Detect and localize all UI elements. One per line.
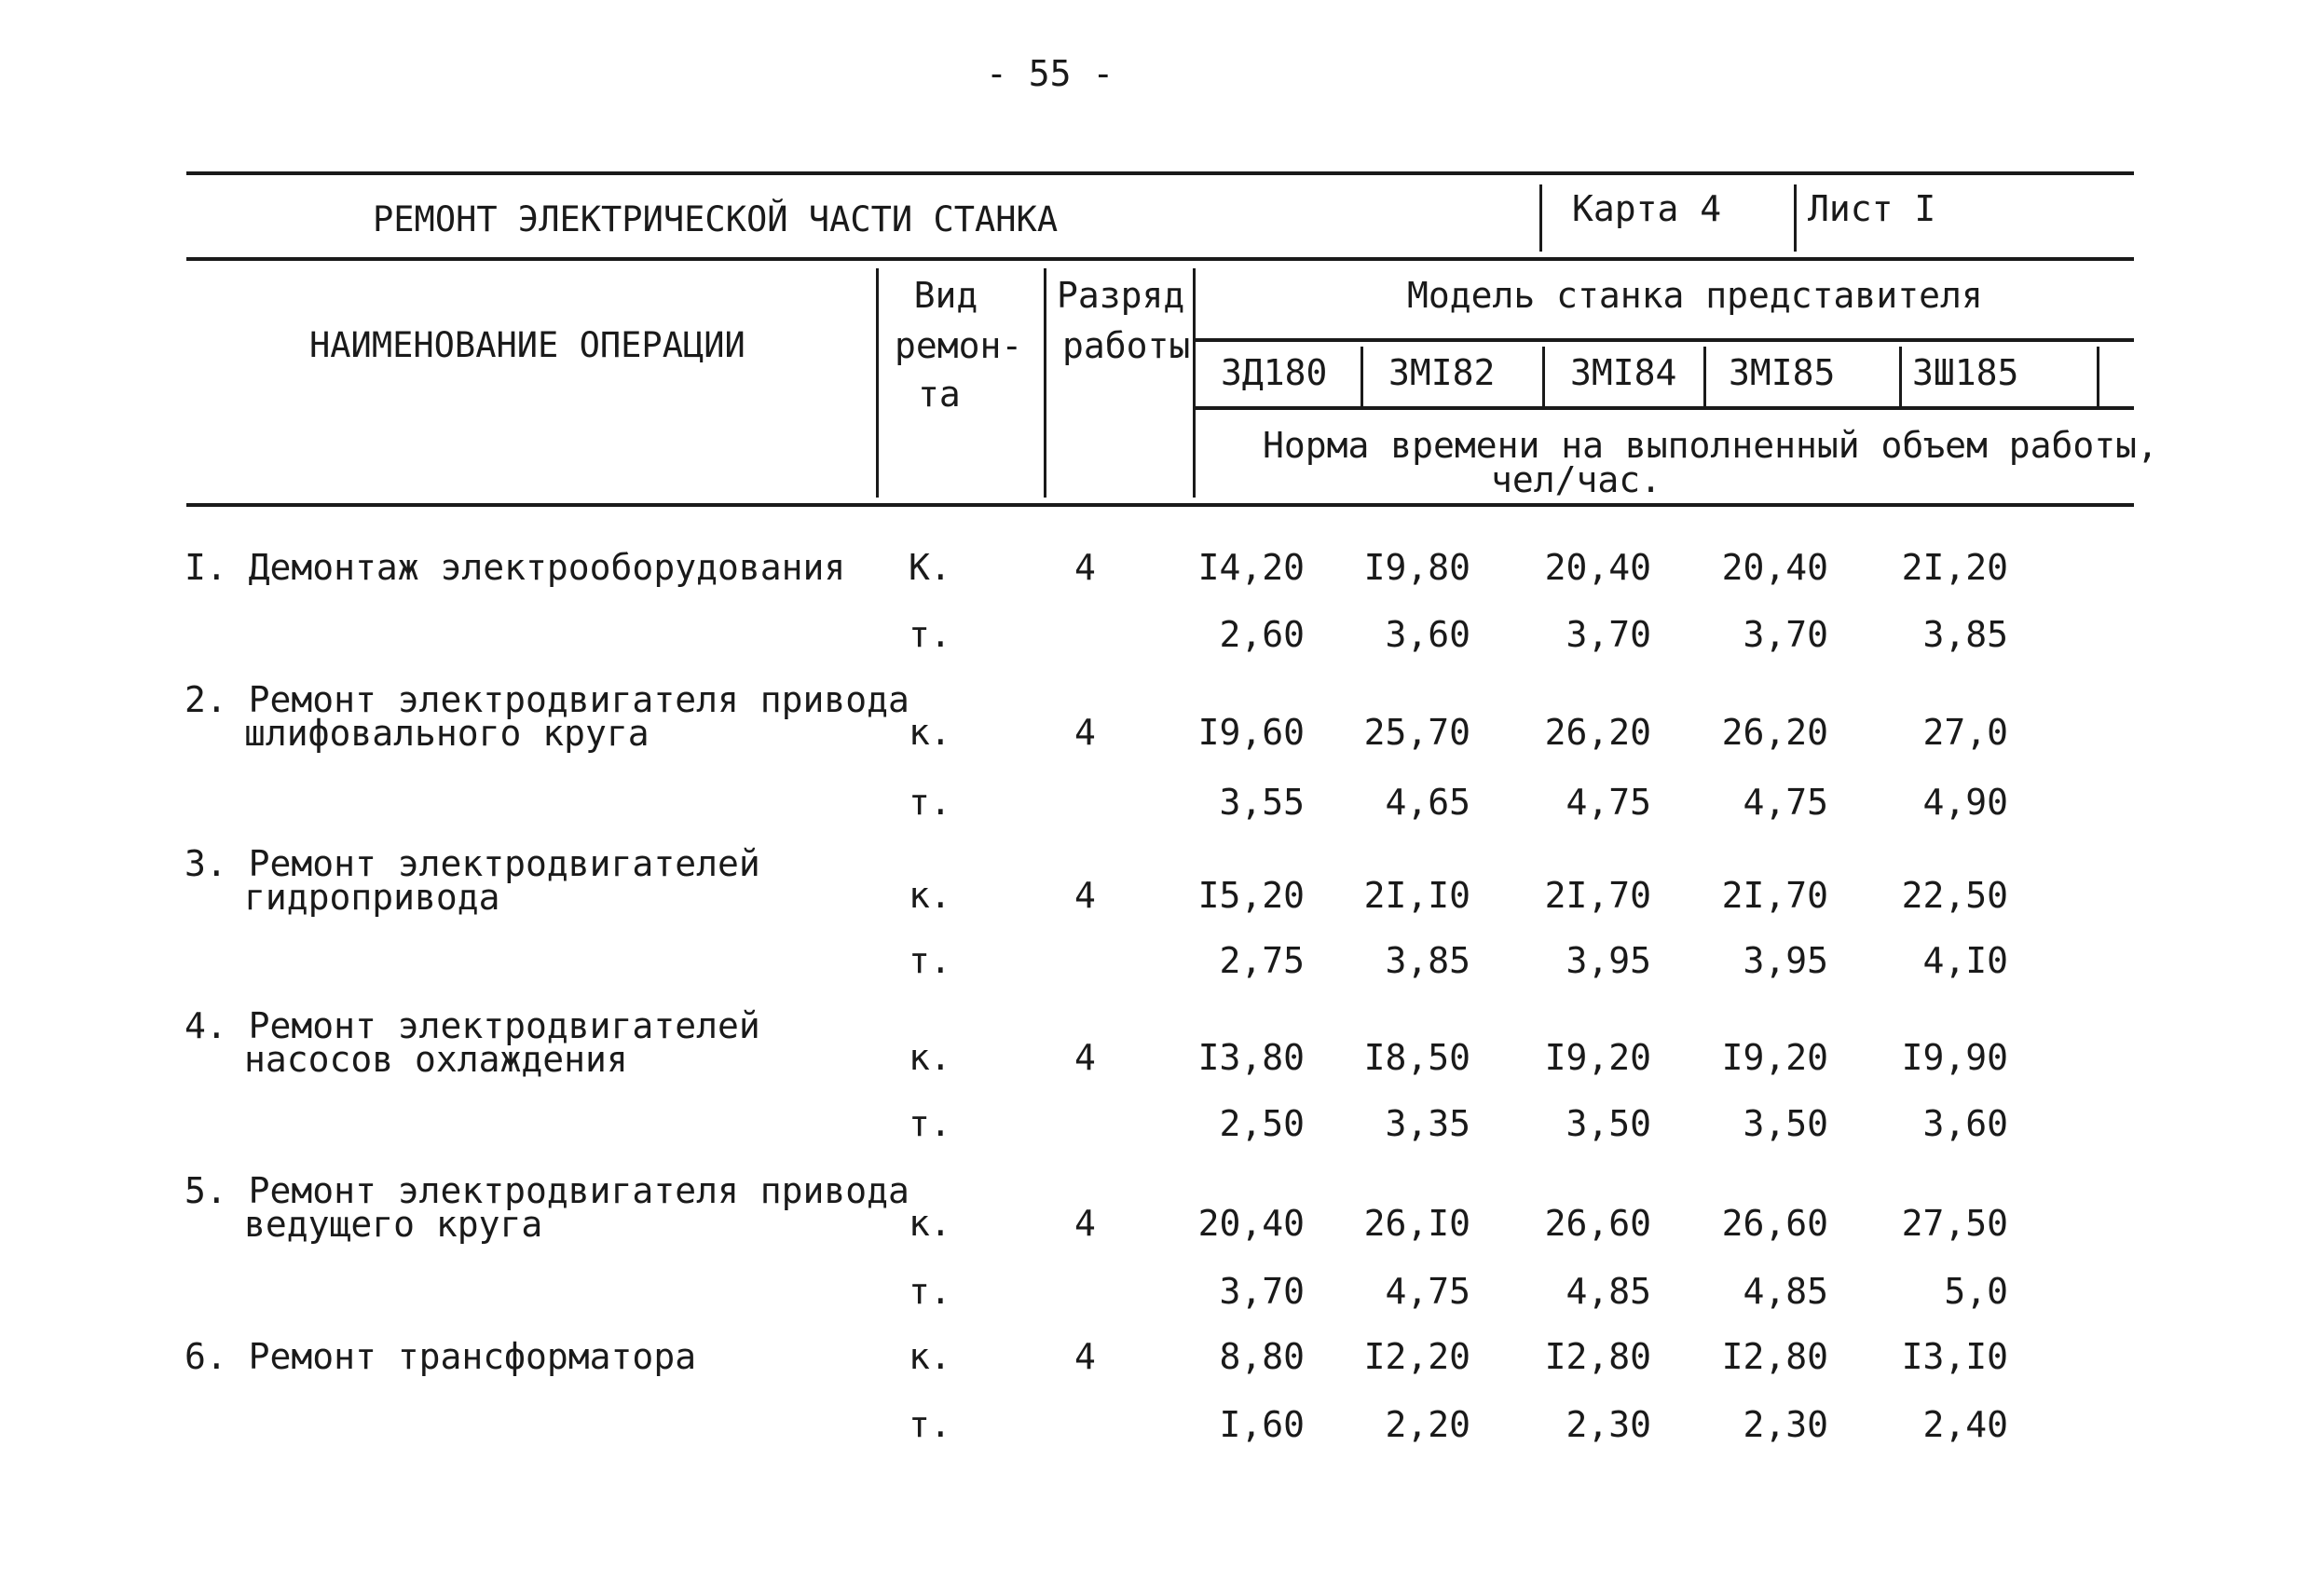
norm-value-current: 4,75 xyxy=(1385,1271,1470,1312)
work-grade: 4 xyxy=(1074,1336,1096,1377)
model-divider-3 xyxy=(1703,347,1706,410)
norm-value-current: 3,70 xyxy=(1219,1271,1305,1312)
norm-value-capital: I2,80 xyxy=(1544,1336,1651,1377)
norm-value-current: 3,60 xyxy=(1922,1103,2008,1144)
norm-value-current: 3,70 xyxy=(1743,614,1828,655)
norm-value-capital: I3,I0 xyxy=(1901,1336,2008,1377)
norm-value-capital: I8,50 xyxy=(1363,1037,1470,1078)
norm-value-current: 4,65 xyxy=(1385,782,1470,823)
norm-value-current: 2,50 xyxy=(1219,1103,1305,1144)
norm-value-capital: I2,20 xyxy=(1363,1336,1470,1377)
norm-value-capital: 20,40 xyxy=(1544,547,1651,588)
norm-value-capital: I9,60 xyxy=(1197,712,1305,753)
norm-value-current: 3,35 xyxy=(1385,1103,1470,1144)
card-label: Карта 4 xyxy=(1572,188,1722,229)
norm-value-current: 4,85 xyxy=(1566,1271,1651,1312)
norm-value-capital: I4,20 xyxy=(1197,547,1305,588)
repair-type-current: т. xyxy=(909,1271,951,1312)
norm-header-2: чел/час. xyxy=(1491,459,1662,500)
sheet-label: Лист I xyxy=(1808,188,1936,229)
norm-value-current: 3,95 xyxy=(1566,940,1651,981)
norm-value-capital: I5,20 xyxy=(1197,875,1305,916)
model-header-5: 3Ш185 xyxy=(1912,352,2019,393)
model-divider-2 xyxy=(1542,347,1545,410)
operation-name: 5. Ремонт электродвигателя привода xyxy=(185,1170,909,1211)
model-header-2: 3МI82 xyxy=(1388,352,1496,393)
norm-value-current: 4,75 xyxy=(1743,782,1828,823)
work-grade: 4 xyxy=(1074,875,1096,916)
operation-name: 6. Ремонт трансформатора xyxy=(185,1336,697,1377)
model-header-3: 3МI84 xyxy=(1570,352,1677,393)
norm-value-current: 3,55 xyxy=(1219,782,1305,823)
document-title: РЕМОНТ ЭЛЕКТРИЧЕСКОЙ ЧАСТИ СТАНКА xyxy=(373,199,1059,239)
operation-name: 4. Ремонт электродвигателей xyxy=(185,1005,760,1046)
norm-value-current: 3,95 xyxy=(1743,940,1828,981)
norm-value-current: 3,60 xyxy=(1385,614,1470,655)
norm-value-current: 2,60 xyxy=(1219,614,1305,655)
col-header-repair-2: ремон- xyxy=(895,325,1023,366)
norm-value-capital: 22,50 xyxy=(1901,875,2008,916)
repair-type-current: т. xyxy=(909,940,951,981)
norm-value-current: 5,0 xyxy=(1944,1271,2008,1312)
operation-name: шлифовального круга xyxy=(244,713,650,754)
norm-value-capital: 27,50 xyxy=(1901,1203,2008,1244)
model-header-4: 3МI85 xyxy=(1729,352,1836,393)
operation-name: гидропривода xyxy=(244,877,500,918)
model-divider-4 xyxy=(1899,347,1902,410)
norm-value-current: 3,85 xyxy=(1385,940,1470,981)
col-header-model-group: Модель станка представителя xyxy=(1407,275,1983,316)
norm-value-capital: I3,80 xyxy=(1197,1037,1305,1078)
norm-value-current: 3,50 xyxy=(1566,1103,1651,1144)
operation-name: насосов охлаждения xyxy=(244,1039,628,1080)
page-number: - 55 - xyxy=(986,53,1114,94)
col-header-grade-1: Разряд xyxy=(1057,275,1185,316)
operation-name: ведущего круга xyxy=(244,1204,543,1245)
work-grade: 4 xyxy=(1074,547,1096,588)
norm-value-current: 4,75 xyxy=(1566,782,1651,823)
col-divider-2 xyxy=(1044,268,1046,498)
norm-value-capital: 26,20 xyxy=(1544,712,1651,753)
operation-name: I. Демонтаж электрооборудования xyxy=(185,547,846,588)
col-divider-1 xyxy=(876,268,879,498)
norm-value-capital: 26,60 xyxy=(1721,1203,1828,1244)
norm-value-current: 2,40 xyxy=(1922,1404,2008,1445)
repair-type-capital: к. xyxy=(909,1203,951,1244)
norm-value-current: 4,85 xyxy=(1743,1271,1828,1312)
work-grade: 4 xyxy=(1074,712,1096,753)
norm-value-capital: 2I,70 xyxy=(1721,875,1828,916)
sheet-divider xyxy=(1794,184,1797,252)
col-header-grade-2: работы xyxy=(1062,325,1191,366)
norm-value-capital: I9,20 xyxy=(1544,1037,1651,1078)
norm-value-current: 4,I0 xyxy=(1922,940,2008,981)
norm-value-capital: 27,0 xyxy=(1922,712,2008,753)
model-rule xyxy=(1196,406,2134,410)
operation-name: 2. Ремонт электродвигателя привода xyxy=(185,679,909,720)
repair-type-current: т. xyxy=(909,782,951,823)
repair-type-capital: к. xyxy=(909,712,951,753)
work-grade: 4 xyxy=(1074,1037,1096,1078)
norm-value-capital: 2I,I0 xyxy=(1363,875,1470,916)
top-rule xyxy=(186,171,2134,175)
repair-type-current: т. xyxy=(909,1404,951,1445)
repair-type-capital: к. xyxy=(909,875,951,916)
norm-value-capital: I9,90 xyxy=(1901,1037,2008,1078)
norm-value-capital: I2,80 xyxy=(1721,1336,1828,1377)
col-divider-3 xyxy=(1193,268,1196,498)
norm-value-current: 2,30 xyxy=(1566,1404,1651,1445)
work-grade: 4 xyxy=(1074,1203,1096,1244)
col-header-repair-3: та xyxy=(918,374,961,415)
repair-type-capital: к. xyxy=(909,1037,951,1078)
card-divider xyxy=(1539,184,1542,252)
norm-value-capital: 26,20 xyxy=(1721,712,1828,753)
norm-value-current: 2,75 xyxy=(1219,940,1305,981)
norm-value-capital: 25,70 xyxy=(1363,712,1470,753)
model-divider-1 xyxy=(1361,347,1363,410)
header-bottom-rule xyxy=(186,503,2134,507)
norm-header-1: Норма времени на выполненный объем работы, xyxy=(1263,425,2158,466)
model-divider-5 xyxy=(2097,347,2099,410)
norm-value-current: 2,20 xyxy=(1385,1404,1470,1445)
norm-value-capital: 2I,20 xyxy=(1901,547,2008,588)
norm-value-capital: I9,80 xyxy=(1363,547,1470,588)
repair-type-current: т. xyxy=(909,1103,951,1144)
model-group-rule xyxy=(1196,338,2134,342)
col-header-repair-1: Вид xyxy=(913,275,978,316)
repair-type-capital: К. xyxy=(909,547,951,588)
norm-value-capital: 26,60 xyxy=(1544,1203,1651,1244)
operation-name: 3. Ремонт электродвигателей xyxy=(185,843,760,884)
norm-value-current: 4,90 xyxy=(1922,782,2008,823)
norm-value-capital: 26,I0 xyxy=(1363,1203,1470,1244)
norm-value-current: I,60 xyxy=(1219,1404,1305,1445)
col-header-name: НАИМЕНОВАНИЕ ОПЕРАЦИИ xyxy=(309,325,745,365)
norm-value-capital: 2I,70 xyxy=(1544,875,1651,916)
norm-value-capital: 20,40 xyxy=(1197,1203,1305,1244)
norm-value-current: 3,50 xyxy=(1743,1103,1828,1144)
norm-value-capital: 8,80 xyxy=(1219,1336,1305,1377)
norm-value-current: 2,30 xyxy=(1743,1404,1828,1445)
repair-type-capital: к. xyxy=(909,1336,951,1377)
norm-value-capital: I9,20 xyxy=(1721,1037,1828,1078)
title-rule xyxy=(186,257,2134,261)
norm-value-current: 3,85 xyxy=(1922,614,2008,655)
norm-value-capital: 20,40 xyxy=(1721,547,1828,588)
norm-value-current: 3,70 xyxy=(1566,614,1651,655)
model-header-1: 3Д180 xyxy=(1221,352,1328,393)
repair-type-current: т. xyxy=(909,614,951,655)
